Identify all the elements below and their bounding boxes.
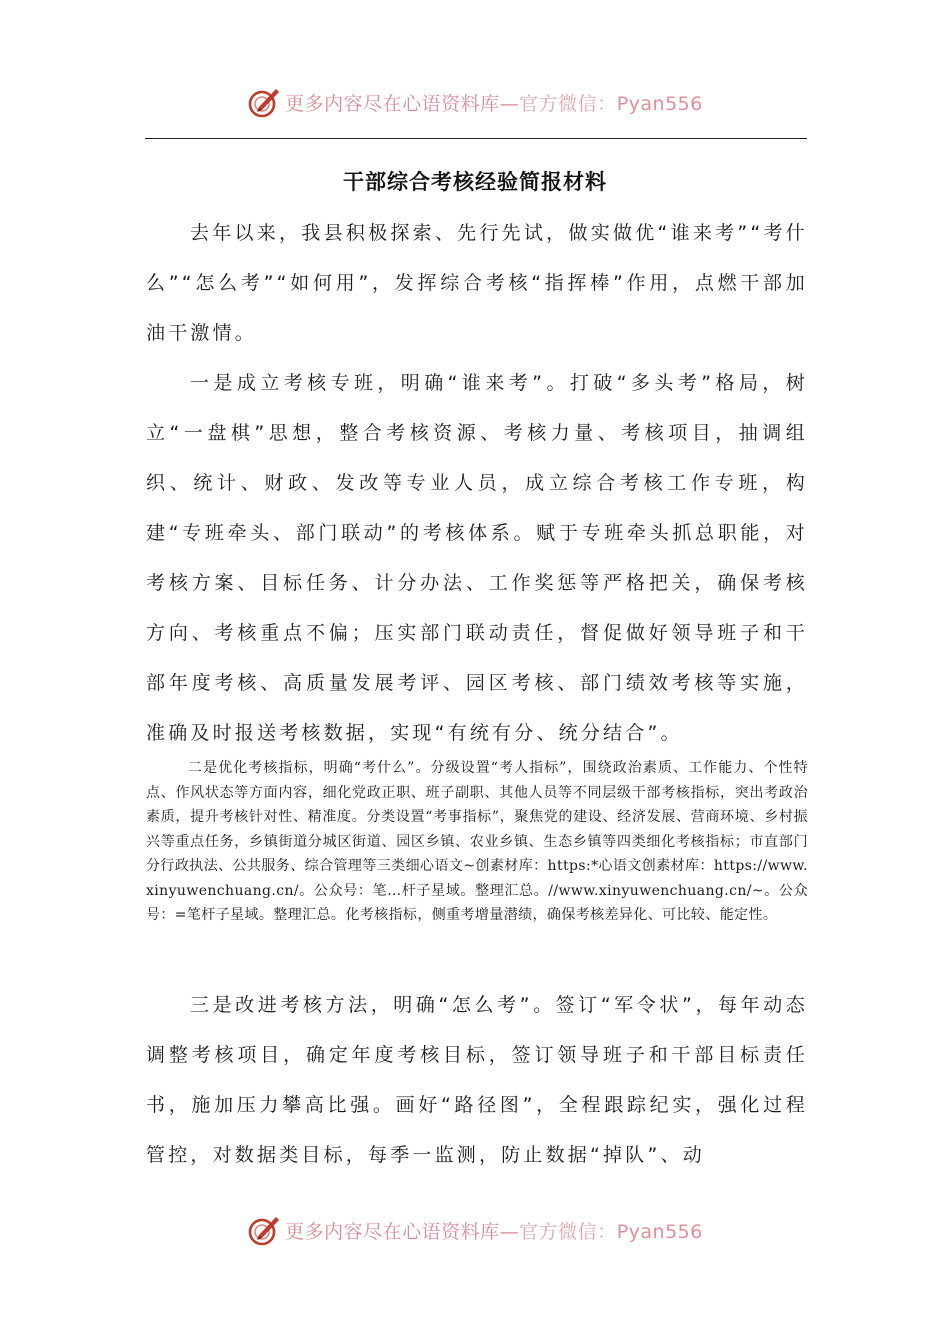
paragraph-intro: 去年以来，我县积极探索、先行先试，做实做优“谁来考”“考什么”“怎么考”“如何用”，发挥综合考核“指挥棒”作用，点燃干部加油干激情。 bbox=[146, 222, 808, 344]
page-title: 干部综合考核经验简报材料 bbox=[343, 170, 607, 194]
header-divider bbox=[145, 138, 807, 139]
header-banner-text: 更多内容尽在心语资料库—官方微信：Pyan556 bbox=[285, 92, 703, 115]
paragraph-section-1: 一是成立考核专班，明确“谁来考”。打破“多头考”格局，树立“一盘棋”思想，整合考核资源、考核力量、考核项目，抽调组织、统计、财政、发改等专业人员，成立综合考核工作专班，构建“专班牵头、部门联动”的考核体系。赋于专班牵头抓总职能，对考核方案、目标任务、计分办法、工作奖惩等严格把关，确保考核方向、考核重点不偏；压实部门联动责任，督促做好领导班子和干部年度考核、高质量发展考评、园区考核、部门绩效考核等实施，准确及时报送考核数据，实现“有统有分、统分结合”。 bbox=[146, 372, 808, 744]
footer-banner-text: 更多内容尽在心语资料库—官方微信：Pyan556 bbox=[285, 1220, 703, 1243]
pen-circle-icon bbox=[247, 85, 281, 119]
footer-banner bbox=[0, 1210, 950, 1250]
pen-circle-icon bbox=[247, 1213, 281, 1247]
header-banner bbox=[0, 82, 950, 122]
paragraph-section-3: 三是改进考核方法，明确“怎么考”。签订“军令状”，每年动态调整考核项目，确定年度考核目标，签订领导班子和干部目标责任书，施加压力攀高比强。画好“路径图”，全程跟踪纪实，强化过程管控，对数据类目标，每季一监测，防止数据“掉队”、动 bbox=[146, 994, 808, 1166]
paragraph-section-2: 二是优化考核指标，明确“考什么”。分级设置“考人指标”，围绕政治素质、工作能力、个性特点、作风状态等方面内容，细化党政正职、班子副职、其他人员等不同层级干部考核指标，突出考政治素质，提升考核针对性、精准度。分类设置“考事指标”，聚焦党的建设、经济发展、营商环境、乡村振兴等重点任务，乡镇街道分城区街道、园区乡镇、农业乡镇、生态乡镇等四类细化考核指标；市直部门分行政执法、公共服务、综合管理等三类细心语文~创素材库：https:*心语文创素材库：https://www.xinyuwenchuang.cn/。公众号：笔…杆子星域。整理汇总。//www.xinyuwenchuang.cn/~。公众号：=笔杆子星域。整理汇总。化考核指标，侧重考增量潜绩，确保考核差异化、可比较、能定性。 bbox=[146, 760, 808, 923]
